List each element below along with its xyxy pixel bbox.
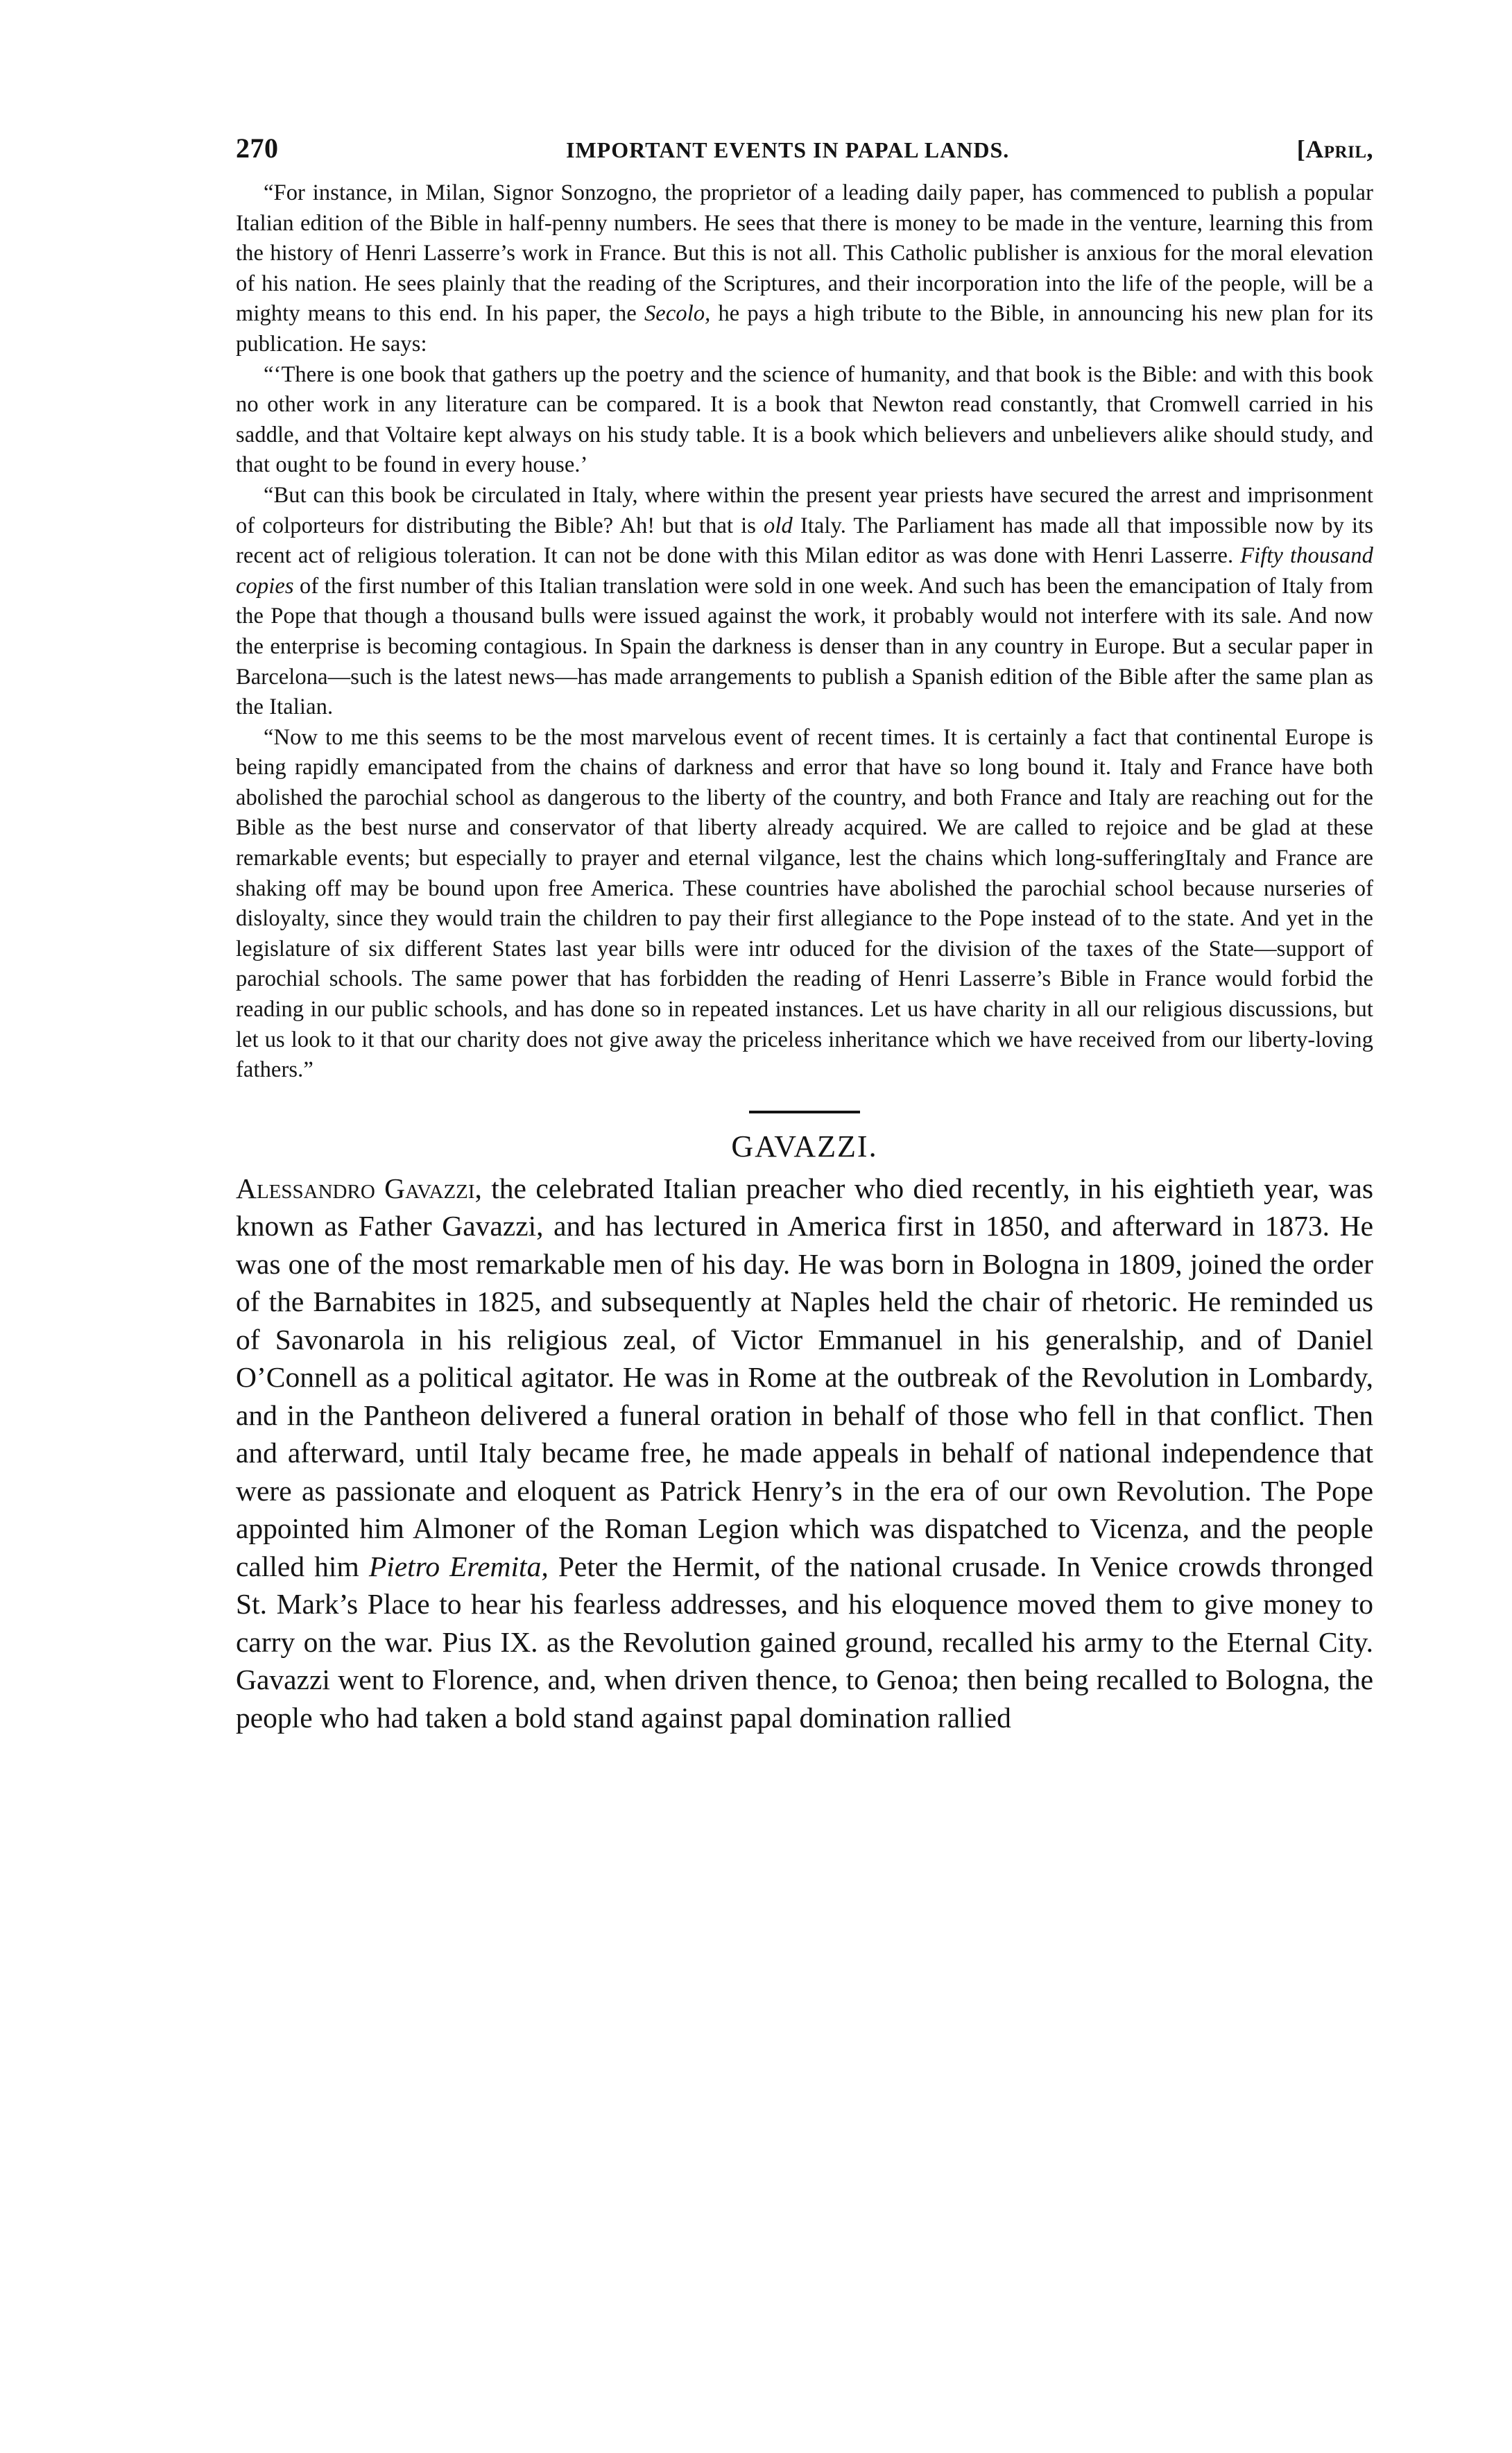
section-divider [749,1111,860,1113]
running-head-title: IMPORTANT EVENTS IN PAPAL LANDS. [566,137,1010,162]
gavazzi-body-b: Peter the Hermit, of the national crusade. In Venice crowds thronged St. Mark’s Place to hear his fearless addresses, and his eloquence moved them to give money to carry on the war. Pius IX. as the Revolution gained ground, recalled his army to the Eternal City. Gavazzi went to Florence, and, when driven thence, to Genoa; then being recalled to Bologna, the people who had taken a bold stand against papal domination rallied [236,1550,1374,1734]
gavazzi-paragraph [236,1170,1373,1737]
quote-p3-text-b: Italy. The Parliament has made all that impossible now by its recent act of religious toleration. It can not be done with this Milan editor as was done with Henri Lasserre. [236,513,1373,569]
quote-p1-text: “For instance, in Milan, Signor Sonzogno, the proprietor of a leading daily paper, has commenced to publish a popular Italian edition of the Bible in half-penny numbers. He sees that there is money to be made in the venture, learning this from the history of Henri Lasserre’s work in France. But this is not all. This Catholic publisher is anxious for the moral elevation of his nation. He sees plainly that the reading of the Scriptures, and their incorporation into the life of the people, will be a mighty means to this end. In his paper, the [236,180,1373,327]
quote-paragraph-1 [236,178,1373,360]
quote-p1-italic: Secolo, [644,301,711,327]
page-number: 270 [236,133,279,164]
gavazzi-body-a: the celebrated Italian preacher who died recently, in his eightieth year, was known as Father Gavazzi, and has lectured in America first in 1850, and afterward in 1873. He was one of the most remarkable men of his day. He was born in Bologna in 1809, joined the order of the Barnabites in 1825, and subsequently at Naples held the chair of rhetoric. He reminded us of Savonarola in his religious zeal, of Victor Emmanuel in his generalship, and of Daniel O’Connell as a political agitator. He was in Rome at the outbreak of the Revolution in Lombardy, and in the Pantheon delivered a funeral oration in behalf of those who fell in that conflict. Then and afterward, until Italy became free, he made appeals in behalf of national independence that were as passionate and eloquent as Patrick Henry’s in the era of our own Revolution. The Pope appointed him Almoner of the Roman Legion which was dispatched to Vicenza, and the people called him [236,1172,1373,1582]
quoted-article [236,178,1373,1086]
section-title: GAVAZZI. [731,1129,878,1163]
quote-p3-italic-2: Fifty thousand copies [236,543,1374,599]
running-head-date: [April, [1296,135,1373,163]
quote-p1-end: he pays a high tribute to the Bible, in announcing his new plan for its publication. He says: [236,301,1373,357]
quote-p3-text-c: of the first number of this Italian translation were sold in one week. And such has been the emancipation of Italy from the Pope that though a thousand bulls were issued against the work, it probably would not interfere with its sale. And now the enterprise is becoming contagious. In Spain the darkness is denser than in any country in Europe. But a secular paper in Barcelona—such is the latest news—has made arrangements to publish a Spanish edition of the Bible after the same plan as the Italian. [236,573,1373,720]
book-page [236,132,1373,1736]
quote-paragraph-3 [236,481,1373,723]
quote-paragraph-4: “Now to me this seems to be the most marvelous event of recent times. It is certainly a fact that continental Europe is being rapidly emancipated from the chains of darkness and error that have so long bound it. Italy and France have both abolished the parochial school as dangerous to the liberty of the country, and both France and Italy are reaching out for the Bible as the best nurse and conservator of that liberty already acquired. We are called to rejoice and be glad at these remarkable events; but especially to prayer and eternal vilgance, lest the chains which long-sufferingItaly and France are shaking off may be bound upon free America. These countries have abolished the parochial school because nurseries of disloyalty, since they would train the children to pay their first allegiance to the Pope instead of to the state. And yet in the legislature of six different States last year bills were intr oduced for the division of the taxes of the State—support of parochial schools. The same power that has forbidden the reading of Henri Lasserre’s Bible in France would forbid the reading in our public schools, and has done so in repeated instances. Let us have charity in all our religious discussions, but let us look to it that our charity does not give away the priceless inheritance which we have received from our liberty-loving fathers.” [236,724,1373,1083]
quote-paragraph-2: “‘There is one book that gathers up the poetry and the science of humanity, and that book is the Bible: and with this book no other work in any literature can be compared. It is a book that Newton read constantly, that Cromwell carried in his saddle, and that Voltaire kept always on his study table. It is a book which believers and unbelievers alike should study, and that ought to be found in every house.’ [236,361,1373,478]
running-head [236,132,1373,164]
quote-p3-text-a: “But can this book be circulated in Italy, where within the present year priests have secured the arrest and imprisonment of colporteurs for distributing the Bible? Ah! but that is [236,482,1373,538]
gavazzi-body-italic: Pietro Eremita, [368,1550,549,1582]
gavazzi-lead: Alessandro Gavazzi, [236,1172,482,1204]
quote-p3-italic-1: old [764,513,793,538]
